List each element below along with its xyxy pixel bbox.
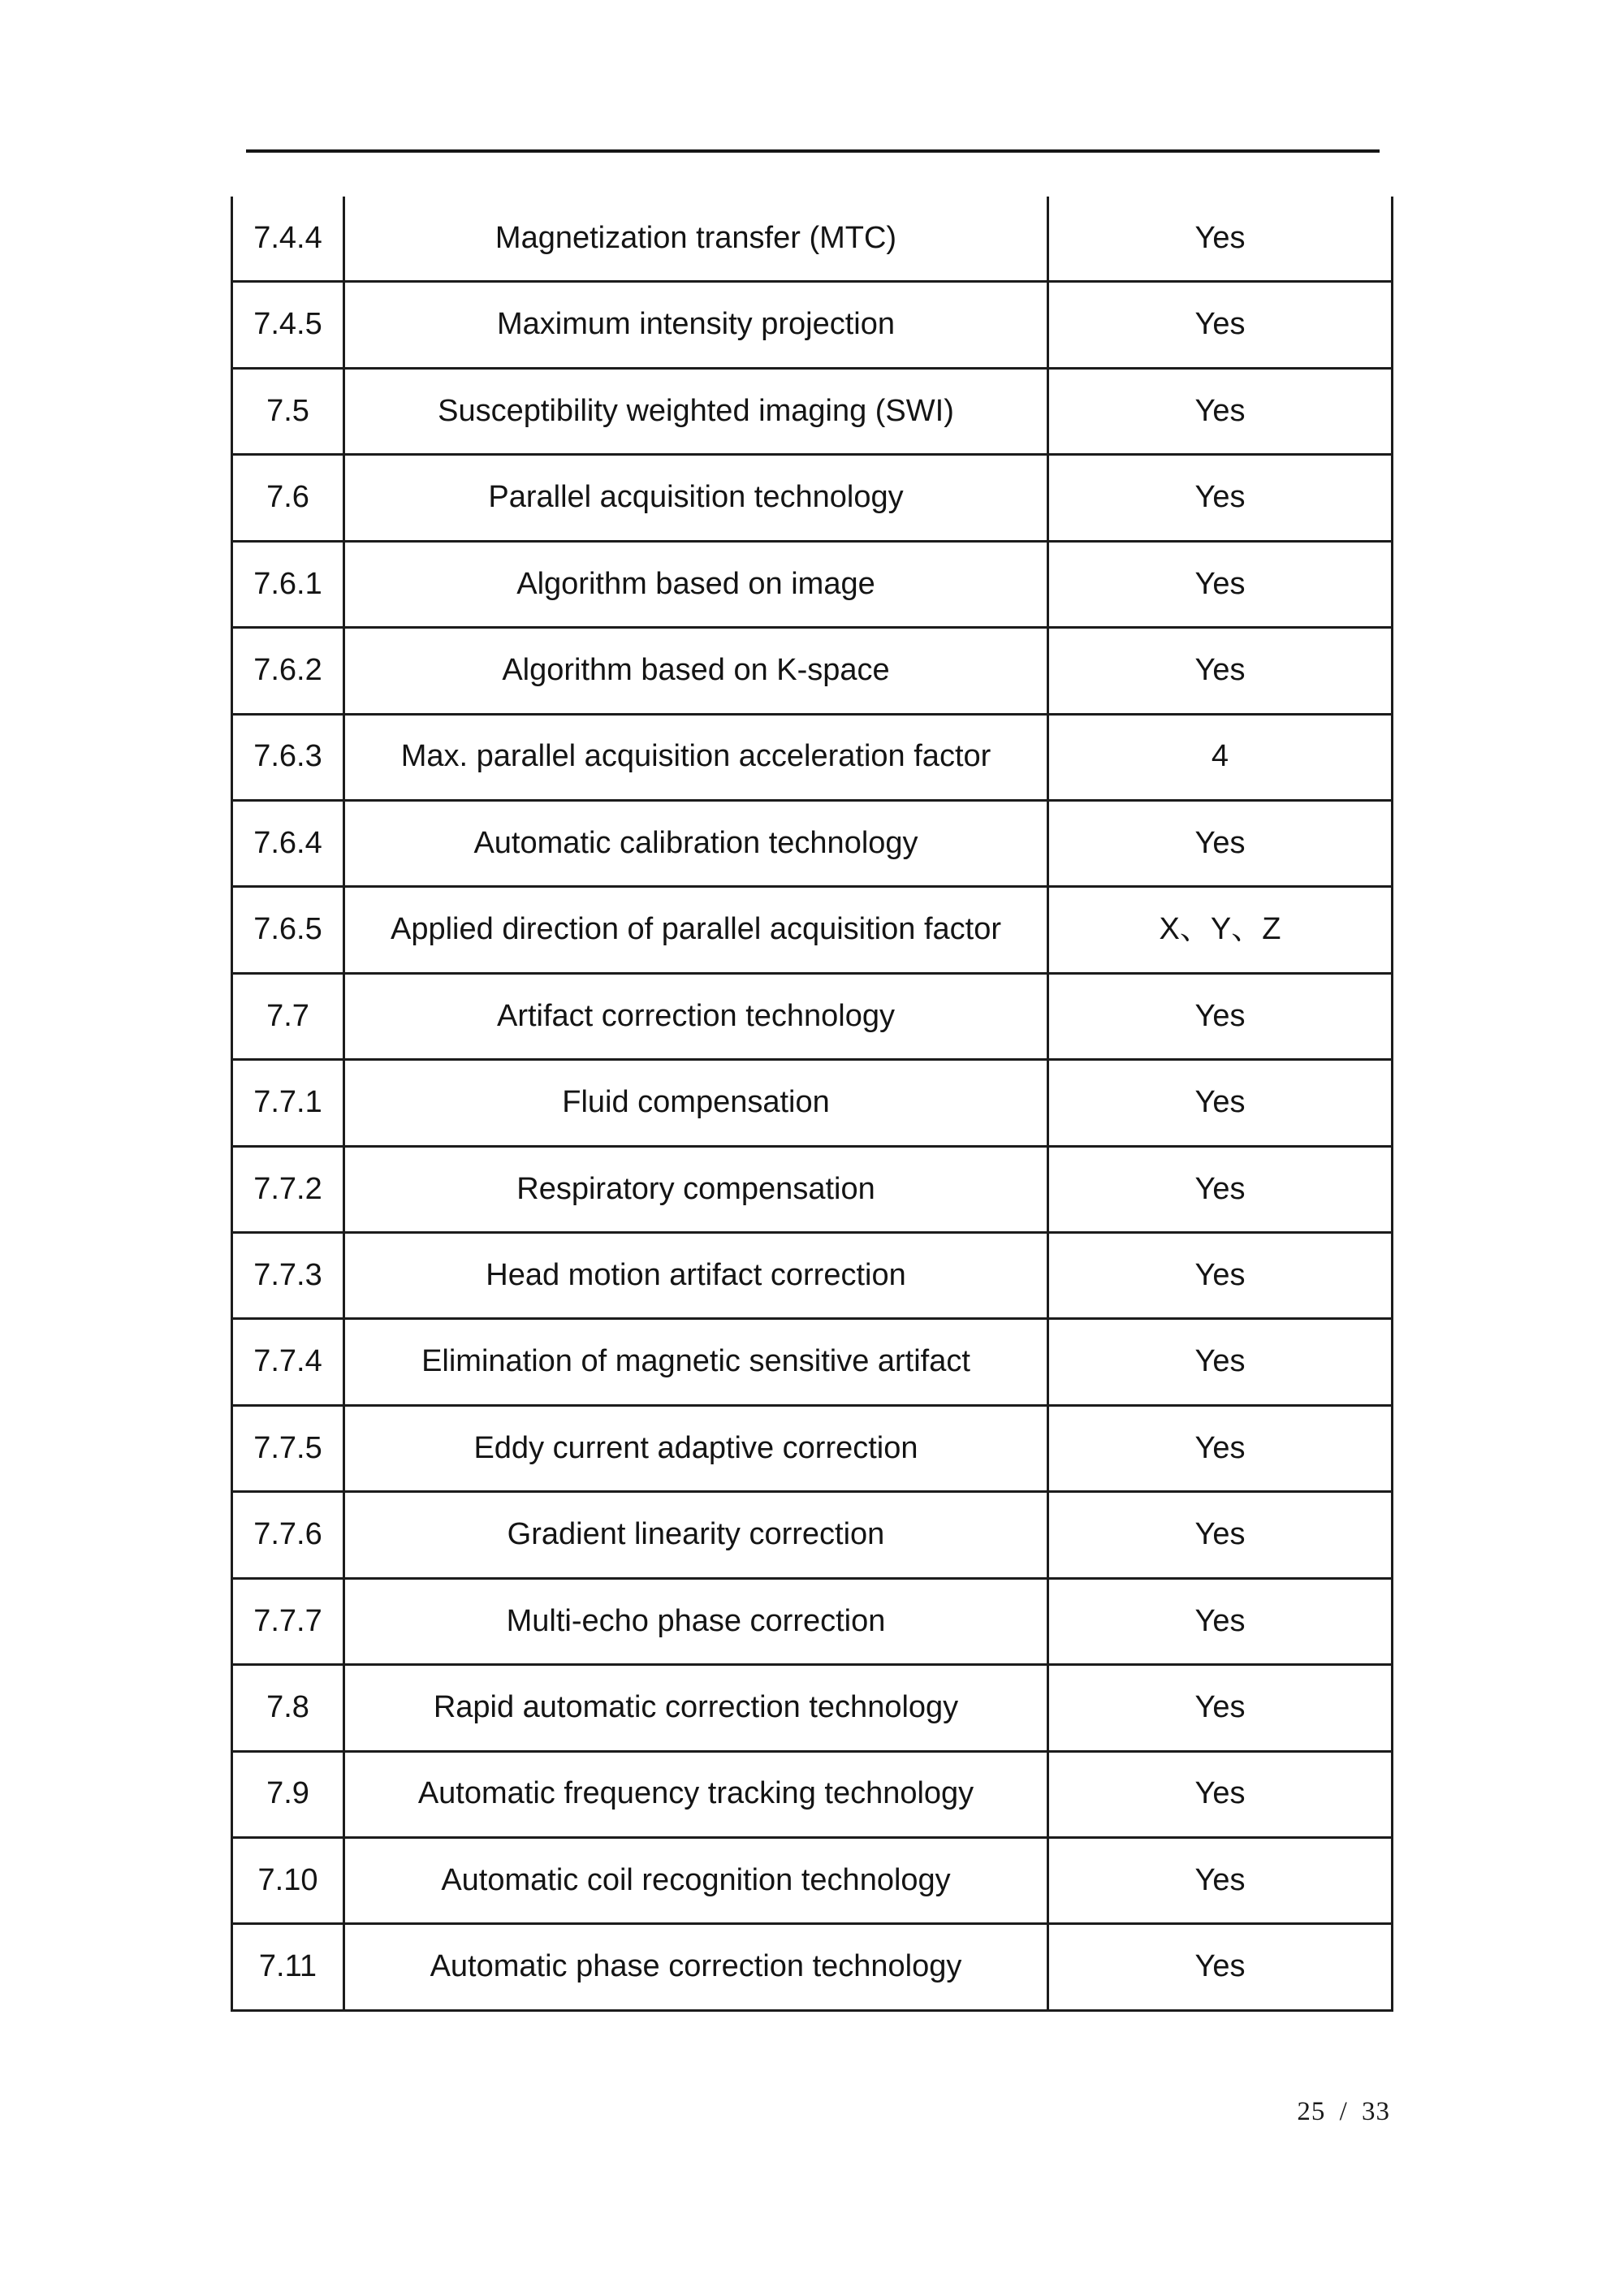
spec-description-cell: Applied direction of parallel acquisition factor [345,888,1049,971]
table-row [231,1234,1393,1320]
spec-number-cell: 7.6.2 [231,629,345,712]
spec-number-cell: 7.7.6 [231,1493,345,1576]
spec-value-cell: Yes [1049,1407,1393,1490]
spec-value-cell: Yes [1049,197,1393,280]
table-row [231,1407,1393,1493]
spec-description-cell: Artifact correction technology [345,975,1049,1058]
spec-value-cell: Yes [1049,1493,1393,1576]
spec-number-cell: 7.7.5 [231,1407,345,1490]
spec-value-cell: Yes [1049,283,1393,366]
table-row [231,1320,1393,1406]
spec-number-cell: 7.6 [231,456,345,539]
spec-number-cell: 7.7.1 [231,1061,345,1144]
spec-value-cell: Yes [1049,629,1393,712]
spec-value-cell: X、Y、Z [1049,888,1393,971]
spec-description-cell: Automatic calibration technology [345,802,1049,885]
header-rule [246,149,1380,153]
spec-description-cell: Susceptibility weighted imaging (SWI) [345,370,1049,453]
spec-description-cell: Automatic frequency tracking technology [345,1753,1049,1836]
spec-number-cell: 7.11 [231,1925,345,2008]
spec-value-cell: Yes [1049,1148,1393,1231]
spec-number-cell: 7.7.2 [231,1148,345,1231]
spec-value-cell: Yes [1049,1925,1393,2008]
spec-number-cell: 7.4.4 [231,197,345,280]
spec-number-cell: 7.7.3 [231,1234,345,1317]
spec-description-cell: Parallel acquisition technology [345,456,1049,539]
spec-description-cell: Automatic coil recognition technology [345,1839,1049,1922]
spec-number-cell: 7.7.4 [231,1320,345,1403]
spec-table [231,197,1393,2012]
spec-number-cell: 7.6.1 [231,543,345,626]
table-row [231,543,1393,629]
spec-description-cell: Respiratory compensation [345,1148,1049,1231]
spec-description-cell: Elimination of magnetic sensitive artifact [345,1320,1049,1403]
table-row [231,1666,1393,1752]
spec-description-cell: Algorithm based on K-space [345,629,1049,712]
table-row [231,716,1393,802]
spec-description-cell: Rapid automatic correction technology [345,1666,1049,1749]
spec-value-cell: 4 [1049,716,1393,799]
spec-value-cell: Yes [1049,543,1393,626]
spec-value-cell: Yes [1049,1839,1393,1922]
spec-number-cell: 7.8 [231,1666,345,1749]
table-row [231,1925,1393,2011]
spec-value-cell: Yes [1049,456,1393,539]
spec-value-cell: Yes [1049,802,1393,885]
spec-number-cell: 7.6.5 [231,888,345,971]
spec-description-cell: Eddy current adaptive correction [345,1407,1049,1490]
table-row [231,1061,1393,1147]
table-row [231,888,1393,974]
spec-number-cell: 7.5 [231,370,345,453]
table-row [231,283,1393,369]
table-row [231,1753,1393,1839]
table-row [231,629,1393,715]
spec-description-cell: Algorithm based on image [345,543,1049,626]
spec-description-cell: Maximum intensity projection [345,283,1049,366]
table-row [231,802,1393,888]
spec-description-cell: Max. parallel acquisition acceleration factor [345,716,1049,799]
page-number: 25 / 33 [1297,2097,1390,2126]
spec-value-cell: Yes [1049,1234,1393,1317]
table-row [231,1493,1393,1579]
spec-value-cell: Yes [1049,1580,1393,1663]
spec-number-cell: 7.6.4 [231,802,345,885]
spec-value-cell: Yes [1049,1666,1393,1749]
spec-description-cell: Head motion artifact correction [345,1234,1049,1317]
spec-value-cell: Yes [1049,370,1393,453]
table-row [231,1148,1393,1234]
table-row [231,370,1393,456]
spec-description-cell: Magnetization transfer (MTC) [345,197,1049,280]
spec-value-cell: Yes [1049,1753,1393,1836]
table-row [231,456,1393,542]
spec-value-cell: Yes [1049,975,1393,1058]
table-row [231,1839,1393,1925]
spec-number-cell: 7.4.5 [231,283,345,366]
spec-description-cell: Multi-echo phase correction [345,1580,1049,1663]
spec-number-cell: 7.7.7 [231,1580,345,1663]
table-row [231,1580,1393,1666]
spec-number-cell: 7.7 [231,975,345,1058]
spec-number-cell: 7.6.3 [231,716,345,799]
spec-value-cell: Yes [1049,1320,1393,1403]
table-row [231,197,1393,283]
spec-description-cell: Automatic phase correction technology [345,1925,1049,2008]
table-row [231,975,1393,1061]
spec-description-cell: Gradient linearity correction [345,1493,1049,1576]
spec-number-cell: 7.9 [231,1753,345,1836]
spec-value-cell: Yes [1049,1061,1393,1144]
spec-number-cell: 7.10 [231,1839,345,1922]
spec-description-cell: Fluid compensation [345,1061,1049,1144]
